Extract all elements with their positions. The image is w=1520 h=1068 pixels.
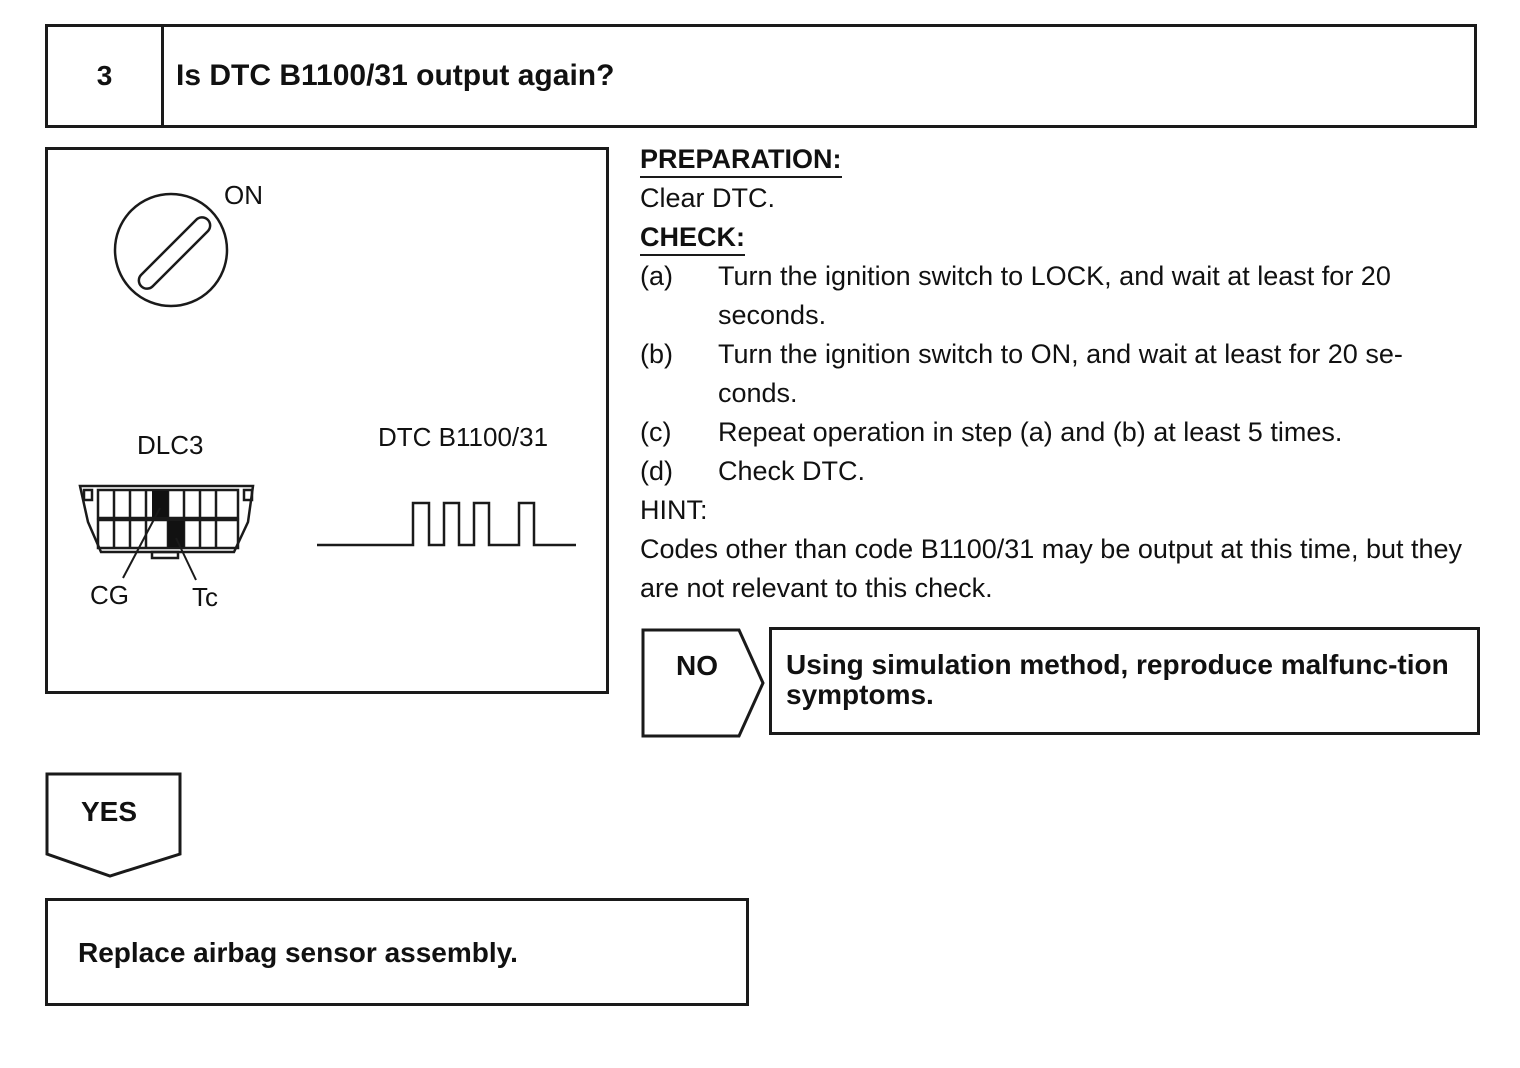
check-list <box>640 257 1482 491</box>
tc-terminal-pin <box>168 521 184 547</box>
check-item-tag: (a) <box>640 261 673 291</box>
check-heading: CHECK: <box>640 220 745 256</box>
preparation-heading: PREPARATION: <box>640 142 842 178</box>
no-result-box: Using simulation method, reproduce malfunc-tion symptoms. <box>769 627 1480 735</box>
cg-terminal-pin <box>152 491 168 517</box>
no-label: NO <box>676 650 718 681</box>
check-item-c <box>640 413 1482 452</box>
yes-branch-tag <box>45 772 182 878</box>
hint-heading: HINT: <box>640 495 708 525</box>
dtc-signal-label: DTC B1100/31 <box>378 422 549 452</box>
dlc3-label: DLC3 <box>137 430 204 460</box>
instructions <box>640 140 1482 608</box>
check-item-d <box>640 452 1482 491</box>
step-question: Is DTC B1100/31 output again? <box>176 59 615 92</box>
check-item-text: Repeat operation in step (a) and (b) at least 5 times. <box>718 417 1343 447</box>
illustration-panel <box>45 147 609 694</box>
ignition-on-label: ON <box>224 180 263 210</box>
check-item-text: Turn the ignition switch to LOCK, and wait at least for 20 seconds. <box>718 261 1391 330</box>
step-header <box>45 24 1477 128</box>
check-item-text: Turn the ignition switch to ON, and wait at least for 20 se-conds. <box>718 339 1403 408</box>
tc-terminal-label: Tc <box>192 582 218 612</box>
check-item-a <box>640 257 1482 335</box>
check-item-tag: (d) <box>640 456 673 486</box>
no-branch-tag <box>641 628 766 738</box>
check-item-text: Check DTC. <box>718 456 866 486</box>
yes-result-box: Replace airbag sensor assembly. <box>45 898 749 1006</box>
check-item-b <box>640 335 1482 413</box>
preparation-text: Clear DTC. <box>640 183 776 213</box>
step-number: 3 <box>48 27 164 125</box>
yes-label: YES <box>81 796 138 827</box>
dtc-waveform-line <box>317 503 576 545</box>
cg-terminal-label: CG <box>90 580 129 610</box>
check-item-tag: (c) <box>640 417 672 447</box>
ignition-switch-icon <box>115 194 227 306</box>
right-arrow-tab-icon <box>641 628 766 738</box>
hint-text: Codes other than code B1100/31 may be output at this time, but they are not relevant to this check. <box>640 534 1463 603</box>
check-item-tag: (b) <box>640 339 673 369</box>
